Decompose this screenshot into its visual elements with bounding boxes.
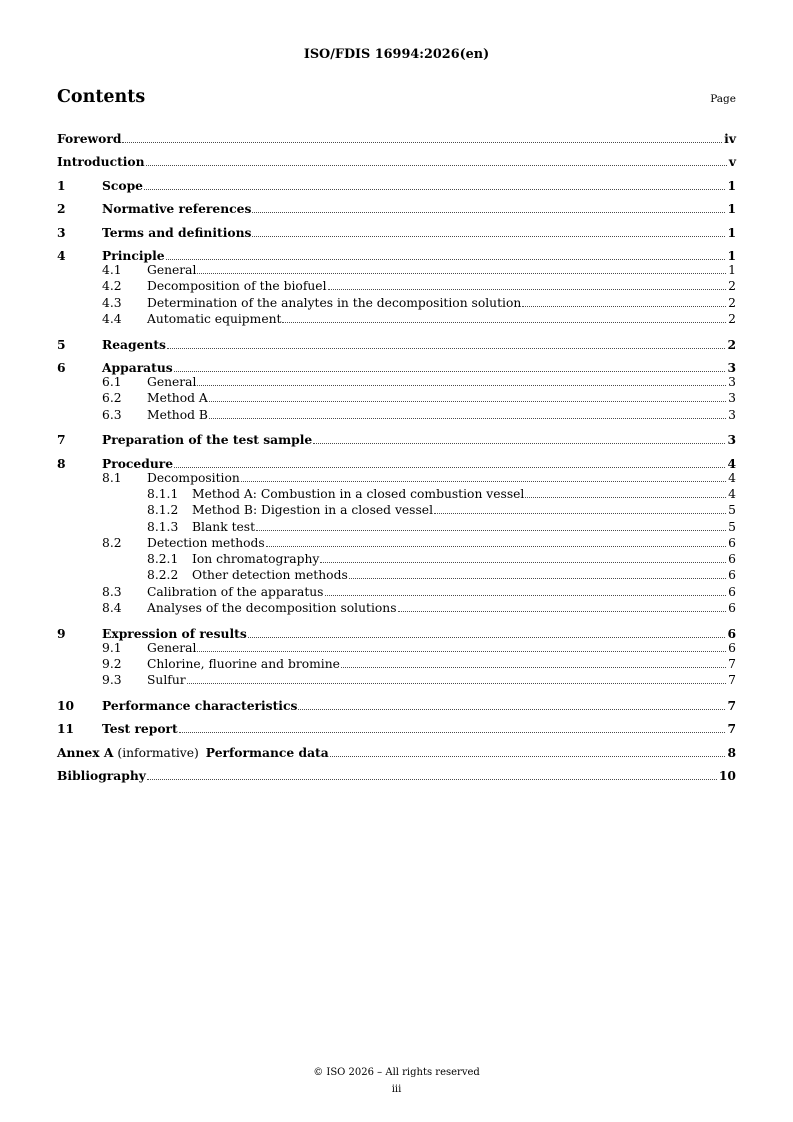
toc-entry-number: 11 [57, 721, 75, 737]
toc-entry-9-1-general[interactable] [57, 640, 736, 656]
toc-entry-title: General [147, 375, 197, 389]
toc-entry-introduction[interactable] [57, 155, 736, 168]
dot-leader [320, 562, 726, 563]
toc-entry-title: Normative references [102, 201, 252, 216]
toc-entry-number: 10 [57, 697, 75, 713]
toc-entry-page: 6 [728, 568, 736, 583]
toc-entry-title: Method A: Combustion in a closed combustion vessel [192, 487, 525, 501]
toc-entry-page: v [728, 154, 736, 169]
dot-leader [147, 779, 717, 780]
toc-entry-title: Automatic equipment [147, 311, 282, 326]
toc-entry-4-2-decomposition-of-the-biofuel[interactable] [57, 278, 736, 294]
toc-entry-foreword[interactable] [57, 132, 736, 145]
toc-entry-number: 1 [57, 177, 66, 193]
toc-entry-number: 8.4 [102, 600, 122, 615]
dot-leader [197, 273, 726, 274]
dot-leader [209, 418, 726, 419]
dot-leader [282, 322, 726, 323]
toc-entry-number: 8.2.1 [147, 552, 179, 566]
toc-entry-title: General [147, 263, 197, 277]
toc-entry-number: 8.1.3 [147, 519, 179, 534]
toc-entry-page: 2 [727, 336, 736, 352]
toc-entry-page: 7 [727, 697, 736, 713]
toc-entry-title: Decomposition of the biofuel [147, 279, 327, 294]
toc-entry-4-1-general[interactable] [57, 262, 736, 278]
toc-entry-6-2-method-a[interactable] [57, 390, 736, 406]
toc-entry-title: General [147, 640, 197, 655]
toc-entry-2-normative-references[interactable] [57, 202, 736, 215]
toc-entry-page: 6 [728, 600, 736, 615]
toc-entry-page: 4 [727, 455, 736, 471]
toc-entry-6-3-method-b[interactable] [57, 407, 736, 423]
toc-entry-title: Chlorine, fluorine and bromine [147, 656, 340, 671]
toc-entry-page: 6 [728, 552, 736, 566]
contents-heading: Contents [57, 87, 146, 107]
toc-entry-page: 8 [727, 744, 736, 760]
toc-entry-title: Bibliography [57, 768, 146, 784]
dot-leader [349, 578, 726, 579]
toc-entry-page: 10 [718, 768, 736, 784]
toc-entry-7-preparation-of-the-test-sample[interactable] [57, 433, 736, 446]
dot-leader [248, 637, 726, 638]
toc-entry-title: Scope [102, 177, 143, 193]
toc-entry-bibliography[interactable] [57, 769, 736, 782]
toc-entry-page: 2 [728, 311, 736, 326]
toc-entry-title: Terms and definitions [102, 224, 252, 240]
toc-entry-number: 9.1 [102, 640, 122, 655]
toc-entry-page: 5 [728, 503, 736, 518]
toc-entry-page: 1 [728, 263, 736, 277]
toc-entry-page: 6 [728, 640, 736, 655]
toc-entry-8-1-2-method-b-digestion[interactable] [57, 502, 736, 518]
toc-entry-page: 4 [728, 487, 736, 501]
dot-leader [166, 259, 726, 260]
toc-entry-6-apparatus[interactable] [57, 361, 736, 374]
toc-entry-5-reagents[interactable] [57, 338, 736, 351]
document-id-header: ISO/FDIS 16994:2026(en) [303, 47, 490, 62]
toc-entry-page: 6 [727, 625, 736, 641]
toc-entry-title: Calibration of the apparatus [147, 584, 324, 599]
toc-entry-page: 3 [728, 391, 736, 406]
toc-entry-title: Detection methods [147, 535, 265, 550]
toc-entry-page: 1 [727, 201, 736, 216]
toc-entry-title: Procedure [102, 455, 174, 471]
dot-leader [187, 683, 727, 684]
toc-entry-title: Method A [147, 391, 208, 406]
toc-entry-page: 6 [728, 535, 736, 550]
toc-entry-annex-a-performance-data[interactable] [57, 746, 736, 759]
toc-entry-title: Blank test [192, 519, 256, 534]
toc-entry-number: 7 [57, 432, 66, 448]
toc-entry-title: Reagents [102, 336, 166, 352]
toc-entry-number: 8.1 [102, 470, 122, 485]
toc-entry-number: 2 [57, 201, 66, 216]
annex-label: Annex A [57, 744, 114, 760]
toc-entry-page: 3 [727, 360, 736, 375]
dot-leader [197, 651, 726, 652]
dot-leader [241, 481, 726, 482]
toc-entry-page: 6 [728, 584, 736, 599]
dot-leader [525, 497, 726, 498]
toc-entry-page: 4 [728, 470, 736, 485]
toc-entry-8-procedure[interactable] [57, 457, 736, 470]
dot-leader [313, 443, 725, 444]
toc-entry-4-4-automatic-equipment[interactable] [57, 311, 736, 327]
toc-entry-page: 2 [728, 295, 736, 310]
toc-entry-number: 6 [57, 360, 66, 375]
toc-entry-8-4-analyses-of-the-decomposition-solutions[interactable] [57, 600, 736, 616]
toc-entry-8-2-2-other-detection-methods[interactable] [57, 567, 736, 583]
dot-leader [325, 595, 727, 596]
toc-entry-page: 1 [727, 224, 736, 240]
dot-leader [252, 212, 725, 213]
dot-leader [209, 401, 726, 402]
dot-leader [252, 236, 725, 237]
toc-entry-8-3-calibration-of-the-apparatus[interactable] [57, 584, 736, 600]
toc-entry-title: Other detection methods [192, 568, 348, 583]
annex-note: (informative) [117, 745, 199, 760]
page-column-label: Page [710, 93, 736, 105]
toc-entry-title: Decomposition [147, 470, 240, 485]
toc-entry-9-2-chlorine-fluorine-and-bromine[interactable] [57, 656, 736, 672]
dot-leader [398, 611, 727, 612]
toc-entry-title: Introduction [57, 154, 145, 169]
dot-leader [144, 189, 725, 190]
toc-entry-page: 3 [728, 375, 736, 389]
toc-entry-page: 1 [727, 177, 736, 193]
toc-entry-page: 2 [728, 279, 736, 294]
toc-entry-number: 8.3 [102, 584, 122, 599]
annex-title: Performance data [205, 744, 329, 760]
toc-entry-title: Test report [102, 721, 178, 737]
toc-entry-page: 7 [728, 673, 736, 687]
toc-entry-8-1-1-method-a-combustion[interactable] [57, 486, 736, 502]
toc-entry-number: 6.1 [102, 375, 122, 389]
dot-leader [146, 165, 727, 166]
toc-entry-page: 5 [728, 519, 736, 534]
toc-entry-title: Expression of results [102, 625, 247, 641]
toc-entry-6-1-general[interactable] [57, 374, 736, 390]
dot-leader [341, 667, 726, 668]
toc-entry-title: Sulfur [147, 673, 186, 687]
toc-entry-number: 4.2 [102, 279, 122, 294]
toc-entry-title: Method B: Digestion in a closed vessel [192, 503, 434, 518]
dot-leader [434, 513, 726, 514]
dot-leader [330, 756, 726, 757]
toc-entry-title: Performance characteristics [102, 697, 298, 713]
toc-entry-9-3-sulfur[interactable] [57, 672, 736, 688]
toc-entry-11-test-report[interactable] [57, 722, 736, 735]
toc-entry-4-3-determination-of-the-analytes[interactable] [57, 295, 736, 311]
toc-entry-number: 9.2 [102, 656, 122, 671]
toc-entry-number: 4.3 [102, 295, 122, 310]
toc-entry-number: 8 [57, 455, 66, 471]
dot-leader [174, 467, 725, 468]
toc-entry-number: 9 [57, 625, 66, 641]
toc-entry-page: 3 [727, 432, 736, 448]
toc-entry-number: 8.2 [102, 535, 122, 550]
toc-entry-number: 8.1.1 [147, 487, 179, 501]
dot-leader [167, 348, 725, 349]
toc-entry-number: 3 [57, 224, 66, 240]
toc-entry-title [57, 746, 329, 760]
toc-entry-page: 1 [727, 248, 736, 263]
toc-entry-title: Ion chromatography [192, 552, 320, 566]
toc-entry-number: 6.2 [102, 391, 122, 406]
toc-entry-4-principle[interactable] [57, 249, 736, 262]
toc-entry-8-2-1-ion-chromatography[interactable] [57, 551, 736, 567]
toc-entry-title: Preparation of the test sample [102, 432, 313, 448]
table-of-contents [57, 121, 736, 782]
dot-leader [522, 306, 726, 307]
toc-entry-title: Principle [102, 248, 165, 263]
toc-entry-number: 4.4 [102, 311, 122, 326]
toc-entry-8-1-decomposition[interactable] [57, 470, 736, 486]
toc-entry-number: 8.1.2 [147, 503, 179, 518]
dot-leader [256, 530, 726, 531]
dot-leader [174, 371, 726, 372]
toc-entry-title: Foreword [57, 130, 122, 146]
toc-entry-title: Method B [147, 407, 208, 422]
toc-entry-8-1-3-blank-test[interactable] [57, 519, 736, 535]
toc-entry-number: 6.3 [102, 407, 122, 422]
toc-entry-1-scope[interactable] [57, 179, 736, 192]
page-number: iii [391, 1084, 402, 1095]
dot-leader [266, 546, 726, 547]
toc-entry-10-performance-characteristics[interactable] [57, 699, 736, 712]
toc-entry-9-expression-of-results[interactable] [57, 627, 736, 640]
toc-entry-number: 9.3 [102, 673, 122, 687]
copyright-notice: © ISO 2026 – All rights reserved [313, 1067, 480, 1078]
toc-entry-3-terms-and-definitions[interactable] [57, 226, 736, 239]
dot-leader [197, 385, 726, 386]
toc-entry-8-2-detection-methods[interactable] [57, 535, 736, 551]
toc-entry-page: 7 [727, 721, 736, 737]
toc-entry-title: Determination of the analytes in the decomposition solution [147, 295, 522, 310]
toc-entry-page: 3 [728, 407, 736, 422]
toc-entry-number: 4 [57, 248, 66, 263]
toc-entry-number: 4.1 [102, 263, 122, 277]
dot-leader [328, 289, 727, 290]
toc-entry-page: 7 [728, 656, 736, 671]
toc-entry-title: Apparatus [102, 360, 173, 375]
toc-entry-number: 8.2.2 [147, 568, 179, 583]
toc-entry-number: 5 [57, 336, 66, 352]
dot-leader [298, 709, 725, 710]
toc-entry-page: iv [724, 130, 736, 146]
dot-leader [179, 732, 726, 733]
dot-leader [122, 142, 722, 143]
toc-entry-title: Analyses of the decomposition solutions [147, 600, 397, 615]
